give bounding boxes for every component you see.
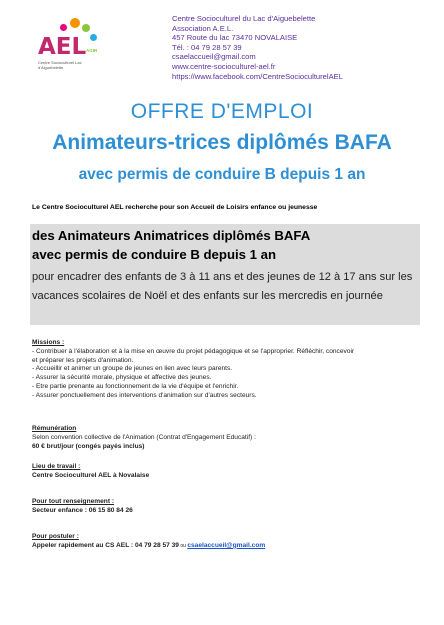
postuler-section xyxy=(32,533,265,551)
remuneration-section xyxy=(32,425,256,451)
contact-line: Tél. : 04 79 28 57 39 xyxy=(172,42,242,52)
missions-section xyxy=(32,339,354,401)
intro-text: Le Centre Socioculturel AEL recherche pour son Accueil de Loisirs enfance ou jeunesse xyxy=(32,204,318,211)
job-subtitle: avec permis de conduire B depuis 1 an xyxy=(78,166,366,183)
ael-logo xyxy=(38,16,108,80)
renseignement-heading: Pour tout renseignement : xyxy=(32,498,115,505)
renseignement-value: Secteur enfance : 06 15 80 84 26 xyxy=(32,506,133,514)
postuler-heading: Pour postuler : xyxy=(32,533,79,540)
missions-heading: Missions : xyxy=(32,339,65,346)
job-title: Animateurs-trices diplômés BAFA xyxy=(52,131,392,154)
logo-dot-green xyxy=(82,24,90,32)
mission-item: - Assurer ponctuellement des interventions d'animation sur d'autres secteurs. xyxy=(32,391,257,399)
logo-dot-orange xyxy=(70,18,80,28)
postuler-value: Appeler rapidement au CS AEL : 04 79 28 57 39 xyxy=(32,541,179,549)
remuneration-line1: Selon convention collective de l'Animation (Contrat d'Engagement Educatif) : xyxy=(32,433,256,441)
mission-item: - Assurer la sécurité morale, physique et affective des jeunes. xyxy=(32,374,212,382)
contact-line: Centre Socioculturel du Lac d'Aiguebelette xyxy=(172,14,316,23)
lieu-value: Centre Socioculturel AEL à Novalaise xyxy=(32,471,150,479)
contact-block xyxy=(172,14,343,81)
postuler-email-link[interactable]: csaelaccueil@gmail.com xyxy=(187,541,266,549)
logo-dot-blue xyxy=(90,34,97,41)
mission-item: et préparer les projets d'animation. xyxy=(32,356,134,364)
remuneration-heading: Rémunération xyxy=(32,425,77,432)
postuler-line xyxy=(32,542,265,551)
highlight-description: pour encadrer des enfants de 3 à 11 ans et des jeunes de 12 à 17 ans sur les vacances scolaires de Noël et des enfants sur les mercredis en journée xyxy=(32,271,413,302)
contact-facebook[interactable]: https://www.facebook.com/CentreSocioculturelAEL xyxy=(172,71,343,81)
offre-heading: OFFRE D'EMPLOI xyxy=(130,100,314,123)
mission-item: - Accueillir et animer un groupe de jeunes en lien avec leurs parents. xyxy=(32,365,233,373)
logo-badge: AGIR xyxy=(86,48,98,53)
remuneration-line2: 60 € brut/jour (congés payés inclus) xyxy=(32,442,145,450)
logo-name: AEL xyxy=(38,34,87,60)
logo-dot-pink xyxy=(60,24,67,31)
contact-email[interactable]: csaelaccueil@gmail.com xyxy=(172,52,256,62)
lieu-section xyxy=(32,463,149,481)
mission-item: - Etre partie prenante au fonctionnement de la vie d'équipe et l'enrichir. xyxy=(32,382,239,390)
logo-subtitle: Centre Socioculturel Lac d'Aiguebelette xyxy=(38,60,82,70)
highlight-line1: des Animateurs Animatrices diplômés BAFA xyxy=(32,228,311,243)
contact-website[interactable]: www.centre-socioculturel-ael.fr xyxy=(172,61,276,71)
renseignement-section xyxy=(32,498,133,516)
mission-item: - Contribuer à l'élaboration et à la mise en œuvre du projet pédagogique et se l'approprier. Réfléchir, concevoir xyxy=(32,347,355,355)
lieu-heading: Lieu de travail : xyxy=(32,463,81,470)
contact-line: Association A.E.L. xyxy=(172,23,234,33)
contact-line: 457 Route du lac 73470 NOVALAISE xyxy=(172,33,298,43)
postuler-ou: ou xyxy=(178,542,188,549)
highlight-line2: avec permis de conduire B depuis 1 an xyxy=(32,247,277,262)
